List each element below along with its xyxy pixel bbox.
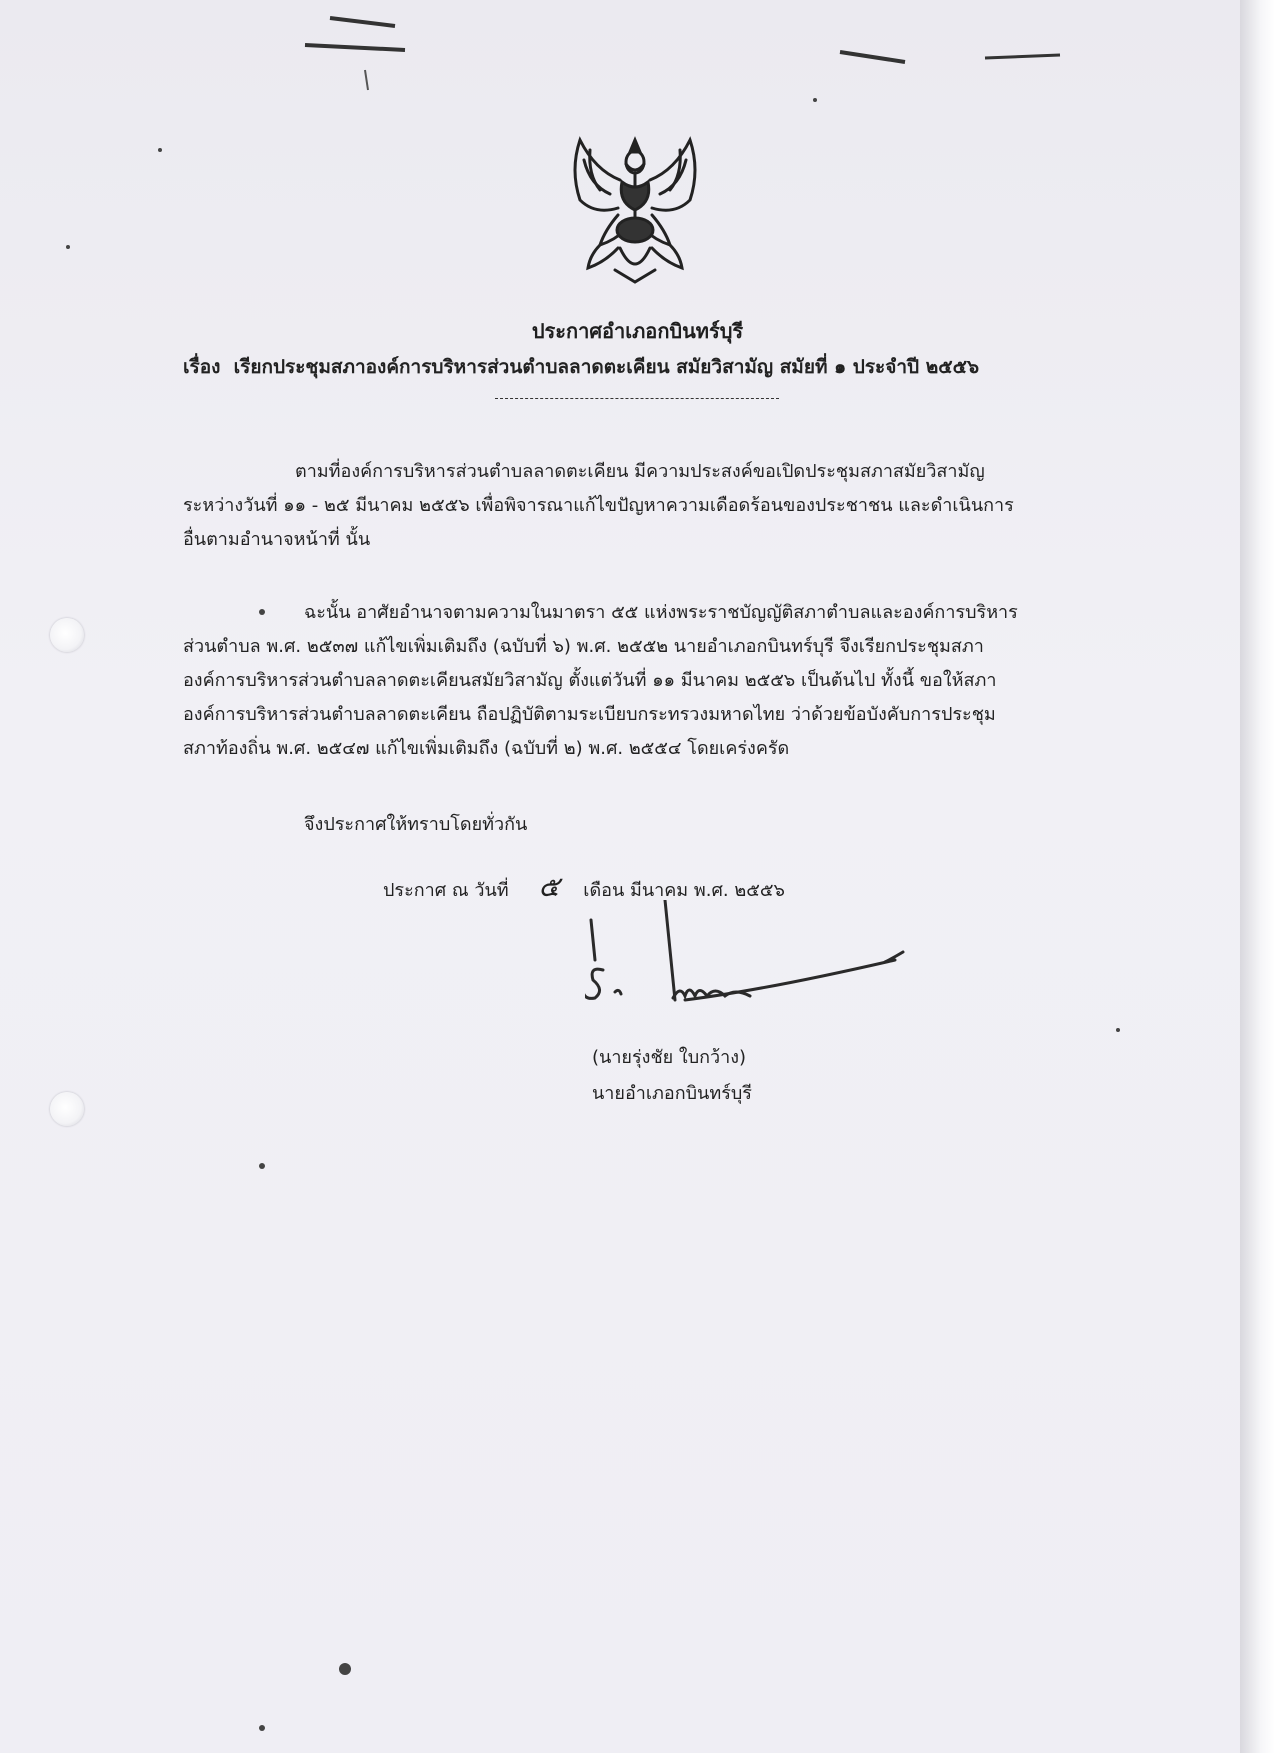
paragraph-2-line-5: สภาท้องถิ่น พ.ศ. ๒๕๔๗ แก้ไขเพิ่มเติมถึง (ฉบับที่ ๒) พ.ศ. ๒๕๕๔ โดยเคร่งครัด — [183, 738, 790, 759]
subject-label: เรื่อง — [183, 356, 221, 378]
closing-line: จึงประกาศให้ทราบโดยทั่วกัน — [304, 814, 528, 835]
subject-text: เรียกประชุมสภาองค์การบริหารส่วนตำบลลาดตะเคียน สมัยวิสามัญ สมัยที่ ๑ ประจำปี ๒๕๕๖ — [233, 356, 980, 378]
paper-edge — [1240, 0, 1275, 1753]
date-day: ๕ — [538, 870, 560, 903]
signer-position: นายอำเภอกบินทร์บุรี — [592, 1083, 752, 1104]
date-prefix: ประกาศ ณ วันที่ — [383, 880, 509, 901]
signer-name: (นายรุ่งชัย ใบกว้าง) — [592, 1047, 747, 1068]
document-title: ประกาศอำเภอกบินทร์บุรี — [531, 319, 744, 343]
paragraph-2-line-3: องค์การบริหารส่วนตำบลลาดตะเคียนสมัยวิสามัญ ตั้งแต่วันที่ ๑๑ มีนาคม ๒๕๕๖ เป็นต้นไป ทั้งนี้ ขอให้สภา — [183, 670, 997, 691]
paragraph-2-line-2: ส่วนตำบล พ.ศ. ๒๕๓๗ แก้ไขเพิ่มเติมถึง (ฉบับที่ ๖) พ.ศ. ๒๕๕๒ นายอำเภอกบินทร์บุรี จึงเรียกประชุมสภา — [183, 636, 984, 657]
date-month: เดือน มีนาคม พ.ศ. ๒๕๕๖ — [583, 880, 785, 901]
paragraph-1-line-1: ตามที่องค์การบริหารส่วนตำบลลาดตะเคียน มีความประสงค์ขอเปิดประชุมสภาสมัยวิสามัญ — [295, 461, 985, 482]
paragraph-2-line-4: องค์การบริหารส่วนตำบลลาดตะเคียน ถือปฏิบัติตามระเบียบกระทรวงมหาดไทย ว่าด้วยข้อบังคับการประชุม — [183, 704, 996, 725]
paragraph-2-line-1: ฉะนั้น อาศัยอำนาจตามความในมาตรา ๕๕ แห่งพระราชบัญญัติสภาตำบลและองค์การบริหาร — [304, 602, 1018, 623]
paragraph-1-line-2: ระหว่างวันที่ ๑๑ - ๒๕ มีนาคม ๒๕๕๖ เพื่อพิจารณาแก้ไขปัญหาความเดือดร้อนของประชาชน และดำเนินการ — [183, 495, 1014, 516]
paragraph-1-line-3: อื่นตามอำนาจหน้าที่ นั้น — [183, 529, 371, 550]
